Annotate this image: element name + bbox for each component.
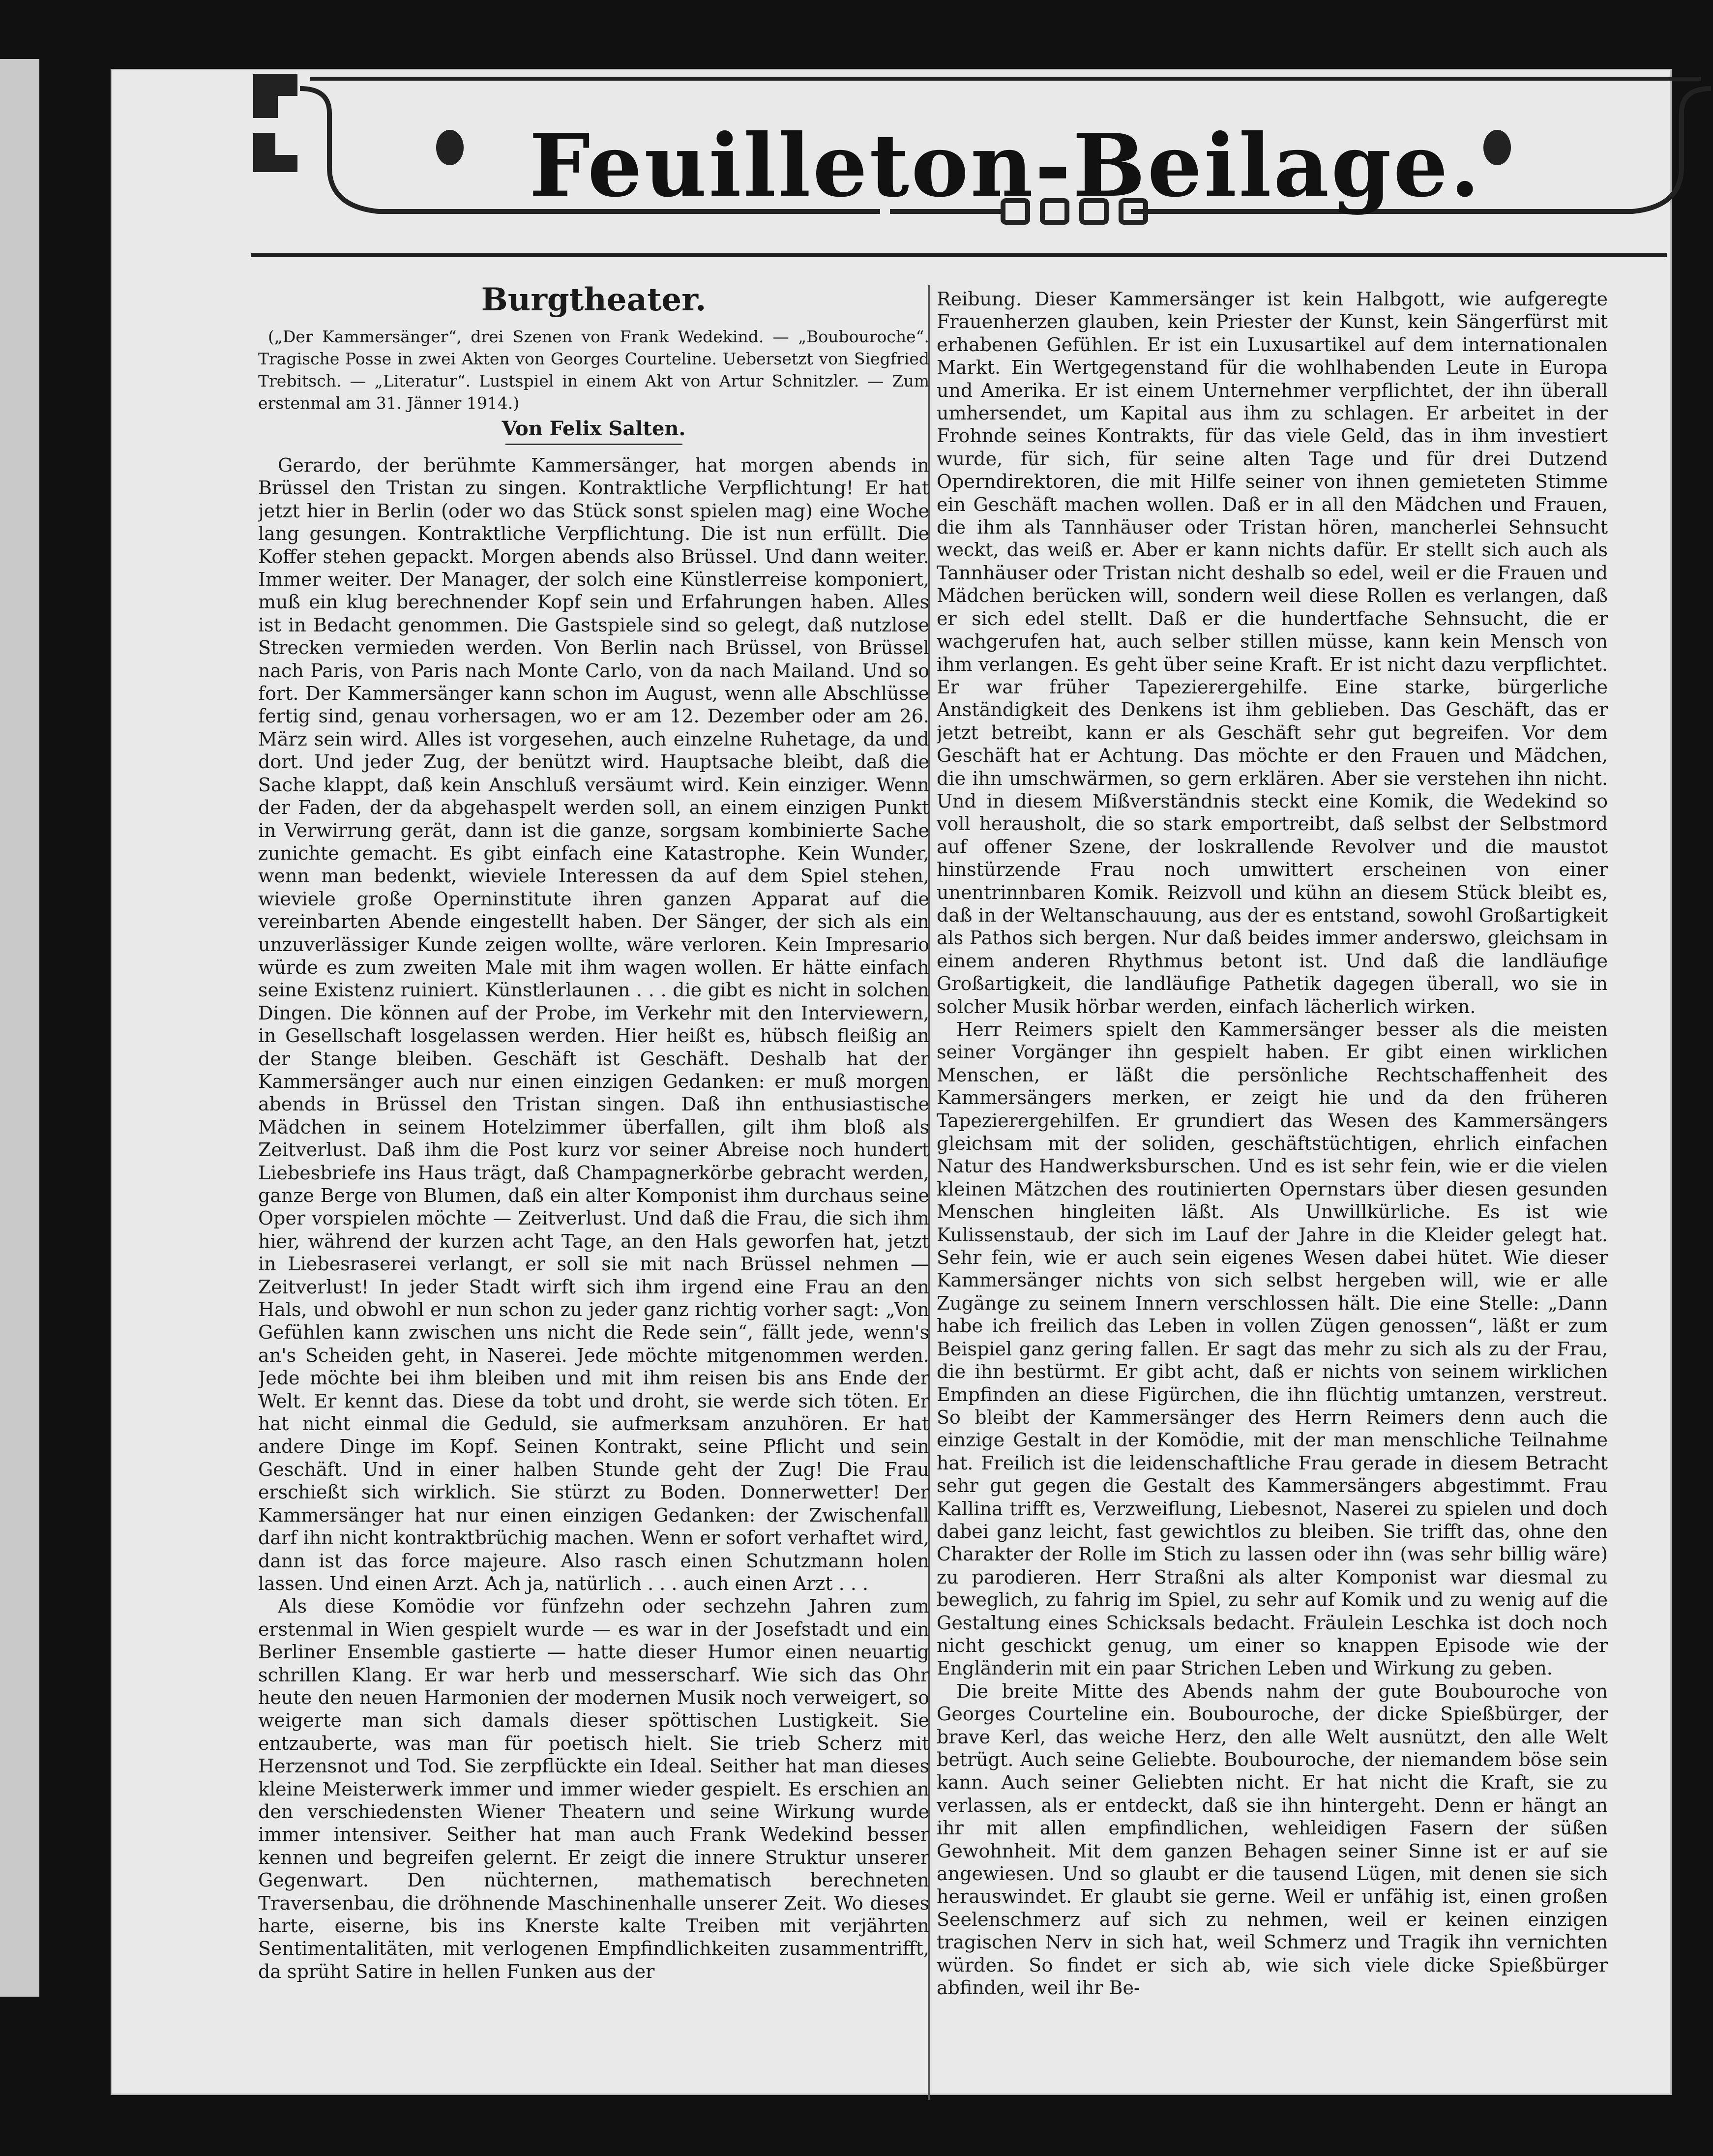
- masthead: [251, 69, 1713, 246]
- article-paragraph: Als diese Komödie vor fünfzehn oder sechzehn Jahren zum erstenmal in Wien gespielt wurde — es war in der Josefstadt und ein Berliner Ensemble gastierte — hatte dieser Humor einen neuartig schrillen Klang. Er war herb und messerscharf. Wie sich das Ohr heute den neuen Harmonien der modernen Musik noch verweigert, so weigerte man sich damals dieser spöttischen Lustigkeit. Sie entzauberte, was man für poetisch hielt. Sie trieb Scherz mit Herzensnot und Tod. Sie zerpflückte ein Ideal. Seither hat man dieses kleine Meisterwerk immer und immer wieder gespielt. Es erschien an den verschiedensten Wiener Theatern und seine Wirkung wurde immer intensiver. Seither hat man auch Frank Wedekind besser kennen und begreifen gelernt. Er zeigt die innere Struktur unserer Gegenwart. Den nüchternen, mathematisch berechneten Traversenbau, die dröhnende Maschinenhalle unserer Zeit. Wo dieses harte, eiserne, bis ins Knerste kalte Treiben mit verjährten Sentimentalitäten, mit verlogenen Empfindlichkeiten zusammentrifft, da sprüht Satire in hellen Funken aus der: [258, 1595, 929, 1982]
- article-paragraph: Die breite Mitte des Abends nahm der gute Boubouroche von Georges Courteline ein. Boubouroche, der dicke Spießbürger, der brave Kerl, das weiche Herz, den alle Welt ausnützt, den alle Welt betrügt. Auch seine Geliebte. Boubouroche, der niemandem böse sein kann. Auch seiner Geliebten nicht. Er hat nicht die Kraft, sie zu verlassen, als er entdeckt, daß sie ihn hintergeht. Denn er hängt an ihr mit allen empfindlichen, wehleidigen Fasern der süßen Gewohnheit. Mit dem ganzen Behagen seiner Sinne ist er auf sie angewiesen. Und so glaubt er die tausend Lügen, mit denen sie sich herauswindet. Er glaubt sie gerne. Weil er unfähig ist, einen großen Seelenschmerz auf sich zu nehmen, weil er keinen einzigen tragischen Nerv in sich hat, weil Schmerz und Tragik ihn vernichten würden. So findet er sich ab, wie sich viele dicke Spießbürger abfinden, weil ihr Be-: [937, 1680, 1608, 1999]
- article-title: Burgtheater.: [481, 281, 707, 318]
- article-paragraph: Gerardo, der berühmte Kammersänger, hat morgen abends in Brüssel den Tristan zu singen. Kontraktliche Verpflichtung! Er hat jetzt hier in Berlin (oder wo das Stück sonst spielen mag) eine Woche lang gesungen. Kontraktliche Verpflichtung. Die ist nun erfüllt. Die Koffer stehen gepackt. Morgen abends also Brüssel. Und dann weiter. Immer weiter. Der Manager, der solch eine Künstlerreise komponiert, muß ein klug berechnender Kopf sein und Erfahrungen haben. Alles ist in Bedacht genommen. Die Gastspiele sind so gelegt, daß nutzlose Strecken vermieden werden. Von Berlin nach Brüssel, von Brüssel nach Paris, von Paris nach Monte Carlo, von da nach Mailand. Und so fort. Der Kammersänger kann schon im August, wenn alle Abschlüsse fertig sind, genau vorhersagen, wo er am 12. Dezember oder am 26. März sein wird. Alles ist vorgesehen, auch einzelne Ruhetage, da und dort. Und jeder Zug, der benützt wird. Hauptsache bleibt, daß die Sache klappt, daß kein Anschluß versäumt wird. Kein einziger. Wenn der Faden, der da abgehaspelt werden soll, an einem einzigen Punkt in Verwirrung gerät, dann ist die ganze, sorgsam kombinierte Sache zunichte gemacht. Es gibt einfach eine Katastrophe. Kein Wunder, wenn man bedenkt, wieviele Interessen da auf dem Spiel stehen, wieviele große Operninstitute ihren ganzen Apparat auf die vereinbarten Abende eingestellt haben. Der Sänger, der sich als ein unzuverlässiger Kunde zeigen wollte, wäre verloren. Kein Impresario würde es zum zweiten Male mit ihm wagen wollen. Er hätte einfach seine Existenz ruiniert. Künstlerlaunen . . . die gibt es nicht in solchen Dingen. Die können auf der Probe, im Verkehr mit den Interviewern, in Gesellschaft losgelassen werden. Hier heißt es, hübsch fleißig an der Stange bleiben. Geschäft ist Geschäft. Deshalb hat der Kammersänger auch nur einen einzigen Gedanken: er muß morgen abends in Brüssel den Tristan singen. Daß ihn enthusiastische Mädchen in seinem Hotelzimmer überfallen, gilt ihm bloß als Zeitverlust. Daß ihm die Post kurz vor seiner Abreise noch hundert Liebesbriefe ins Haus trägt, daß Champagnerkörbe gebracht werden, ganze Berge von Blumen, daß ein alter Komponist ihm durchaus seine Oper vorspielen möchte — Zeitverlust. Und daß die Frau, die sich ihm hier, während der kurzen acht Tage, an den Hals geworfen hat, jetzt in Liebesraserei verlangt, er soll sie mit nach Brüssel nehmen — Zeitverlust! In jeder Stadt wirft sich ihm irgend eine Frau an den Hals, und obwohl er nun schon zu jeder ganz richtig vorher sagt: „Von Gefühlen kann zwischen uns nicht die Rede sein“, fällt jede, wenn's an's Scheiden geht, in Naserei. Jede möchte mitgenommen werden. Jede möchte bei ihm bleiben und mit ihm reisen bis ans Ende der Welt. Er kennt das. Diese da tobt und droht, sie werde sich töten. Er hat nicht einmal die Geduld, sie aufmerksam anzuhören. Er hat andere Dinge im Kopf. Seinen Kontrakt, seine Pflicht und sein Geschäft. Und in einer halben Stunde geht der Zug! Die Frau erschießt sich wirklich. Sie stürzt zu Boden. Donnerwetter! Der Kammersänger hat nur einen einzigen Gedanken: der Zwischenfall darf ihn nicht kontraktbrüchig machen. Wenn er sofort verhaftet wird, dann ist das force majeure. Also rasch einen Schutzmann holen lassen. Und einen Arzt. Ach ja, natürlich . . . auch einen Arzt . . .: [258, 454, 929, 1594]
- article-column-right: [937, 288, 1608, 2117]
- article-paragraph: Herr Reimers spielt den Kammersänger besser als die meisten seiner Vorgänger ihn gespielt haben. Er gibt einen wirklichen Menschen, er läßt die persönliche Rechtschaffenheit des Kammersängers merken, er zeigt hie und da den früheren Tapezierergehilfen. Er grundiert das Wesen des Kammersängers gleichsam mit der soliden, geschäftstüchtigen, ehrlich einfachen Natur des Handwerksburschen. Und es ist sehr fein, wie er die vielen kleinen Mätzchen des routinierten Opernstars über diesen gesunden Menschen hingleiten läßt. Als Unwillkürliche. Es ist wie Kulissenstaub, der sich im Lauf der Jahre in die Kleider gelegt hat. Sehr fein, wie er auch sein eigenes Wesen dabei hütet. Wie dieser Kammersänger nichts von sich selbst hergeben will, wie er alle Zugänge zu seinem Innern verschlossen hält. Die eine Stelle: „Dann habe ich freilich das Leben in vollen Zügen genossen“, läßt er zum Beispiel ganz gering fallen. Er sagt das mehr zu sich als zu der Frau, die ihn bestürmt. Er gibt acht, daß er nichts von seinem wirklichen Empfinden an diese Figürchen, die ihn flüchtig umtanzen, verstreut. So bleibt der Kammersänger des Herrn Reimers denn auch die einzige Gestalt in der Komödie, mit der man menschliche Teilnahme hat. Freilich ist die leidenschaftliche Frau gerade in diesem Betracht sehr gut gegen die Gestalt des Kammersängers abgestimmt. Frau Kallina trifft es, Verzweiflung, Liebesnot, Naserei zu spielen und doch dabei ganz leicht, fast gewichtlos zu bleiben. Sie trifft das, ohne den Charakter der Rolle im Stich zu lassen oder ihn (was sehr billig wäre) zu parodieren. Herr Straßni als alter Komponist war diesmal zu beweglich, zu fahrig im Spiel, zu sehr auf Komik und zu wenig auf die Gestaltung eines Schicksals bedacht. Fräulein Leschka ist doch noch nicht geschickt genug, um einer so knappen Episode wie der Engländerin mit ein paar Strichen Leben und Wirkung zu geben.: [937, 1018, 1608, 1679]
- article-author: Von Felix Salten.: [502, 417, 686, 440]
- masthead-title: Feuilleton-Beilage.: [529, 116, 1482, 216]
- header-rule: [251, 253, 1667, 257]
- author-rule: [505, 444, 682, 445]
- article-credits: („Der Kammersänger“, drei Szenen von Frank Wedekind. — „Boubouroche“. Tragische Posse in zwei Akten von Georges Courteline. Uebersetzt von Siegfried Trebitsch. — „Literatur“. Lustspiel in einem Akt von Artur Schnitzler. — Zum erstenmal am 31. Jänner 1914.): [258, 327, 929, 413]
- previous-page-edge: [0, 59, 39, 1997]
- newspaper-page: [111, 69, 1672, 2095]
- article-paragraph: Reibung. Dieser Kammersänger ist kein Halbgott, wie aufgeregte Frauenherzen glauben, kein Priester der Kunst, kein Sängerfürst mit erhabenen Gefühlen. Er ist ein Luxusartikel auf dem internationalen Markt. Ein Wertgegenstand für die wohlhabenden Leute in Europa und Amerika. Er ist einem Unternehmer verpflichtet, der ihn überall umhersendet, um Kapital aus ihm zu schlagen. Er arbeitet in der Frohnde seines Kontrakts, für das viele Geld, das in ihm investiert wurde, für sich, für seine alten Tage und für drei Dutzend Operndirektoren, die mit Hilfe seiner von ihnen gemieteten Stimme ein Geschäft machen wollen. Daß er in all den Mädchen und Frauen, die ihm als Tannhäuser oder Tristan hören, mancherlei Sehnsucht weckt, das weiß er. Aber er kann nichts dafür. Er stellt sich auch als Tannhäuser oder Tristan nicht deshalb so edel, weil er die Frauen und Mädchen berücken will, sondern weil diese Rollen es verlangen, daß er sich edel stellt. Daß er die hundertfache Sehnsucht, die er wachgerufen hat, auch selber stillen müsse, kann kein Mensch von ihm verlangen. Es geht über seine Kraft. Er ist nicht dazu verpflichtet. Er war früher Tapezierergehilfe. Eine starke, bürgerliche Anständigkeit des Denkens ist ihm geblieben. Das Geschäft, das er jetzt betreibt, kann er als Geschäft sehr gut begreifen. Vor dem Geschäft hat er Achtung. Das möchte er den Frauen und Mädchen, die ihn umschwärmen, so gern erklären. Aber sie verstehen ihn nicht. Und in diesem Mißverständnis steckt eine Komik, die Wedekind so voll herausholt, die so stark emportreibt, daß selbst der Selbstmord auf offener Szene, der loskrallende Revolver und die maustot hinstürzende Frau noch umwittert erscheinen von einer unentrinnbaren Komik. Reizvoll und kühn an diesem Stück bleibt es, daß in der Weltanschauung, aus der es entstand, sowohl Großartigkeit als Pathos sich bergen. Nur daß beides immer anderswo, gleichsam in einem anderen Rhythmus betont ist. Und daß die landläufige Großartigkeit, die landläufige Pathetik dagegen überall, wo sie in solcher Musik hörbar werden, einfach lächerlich wirken.: [937, 288, 1608, 1018]
- article-column-left: [258, 280, 929, 2110]
